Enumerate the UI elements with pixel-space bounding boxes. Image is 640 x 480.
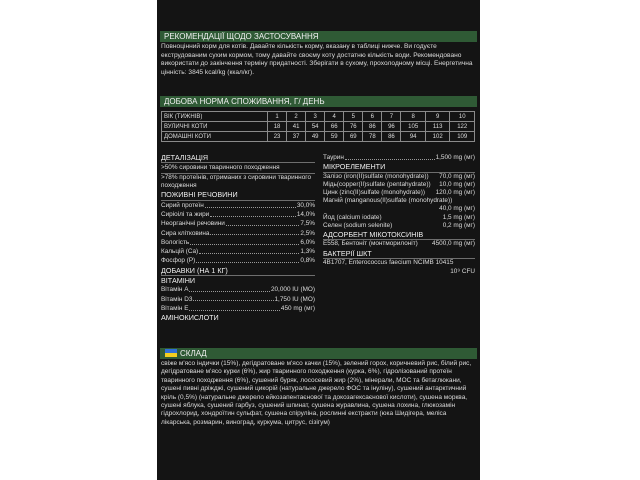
mineral-row: Залізо (iron(II)sulfate (monohydrate)) 70,0 mg (мг) [323,172,475,180]
mineral-row: Мідь(copper(II)sulfate (pentahydrate)) 10,0 mg (мг) [323,180,475,188]
nutrient-row: Сирий протеїн 30,0% [161,201,315,209]
table-cell: 10 [450,112,475,122]
table-cell: 3 [306,112,325,122]
nutrient-row: Неорганічні речовини 7,5% [161,220,315,228]
table-cell: 54 [306,122,325,132]
vitamins-heading: ВІТАМІНИ [161,276,196,286]
table-cell: 9 [425,112,450,122]
table-row [162,112,475,122]
details-line-2: >78% протеїнів, отриманих з сировини тваринного походження [161,173,311,189]
table-cell: 109 [450,132,475,142]
table-cell: 102 [425,132,450,142]
daily-norm-heading: ДОБОВА НОРМА СПОЖИВАННЯ, Г/ ДЕНЬ [160,96,477,107]
bacteria-row: 4B1707, Enterococcus faecium NCIMB 10415 10⁹ CFU [323,259,475,275]
mineral-row: Цинк (zinc(II)sulfate (monohydrate)) 120,0 mg (мг) [323,189,475,196]
nutrient-row: Сира клітковина 2,5% [161,229,315,237]
daily-norm-table [161,111,475,142]
details-column [161,153,315,323]
table-cell: 4 [325,112,344,122]
nutrition-list [161,201,315,266]
table-cell: 86 [382,132,401,142]
table-cell: 69 [344,132,363,142]
mineral-row: Магній (manganous(II)sulfate (monohydrate)) 40,0 mg (мг) [323,197,475,213]
table-cell: 59 [325,132,344,142]
table-cell: 105 [401,122,426,132]
composition-heading: СКЛАД [160,348,477,359]
nutrient-row: Кальцій (Ca) 1,3% [161,248,315,256]
bacteria-heading: БАКТЕРІЇ ШКТ [323,249,475,259]
table-row-label: ВУЛИЧНІ КОТИ [162,122,268,132]
composition-text: свіже м'ясо індички (15%), дегідратоване м'ясо качки (15%), зелений горох, коричневий рис, білий рис, дегідратоване м'ясо курки (6%), жир тваринного походження (курка, 6%), гідролізований протеїн тваринного походження (6%), сушений буряк, лососевий жир (2%), мінерали, МОС та бетаглюкани, сушені пивні дріжджі, сушений цикорій (натуральне джерело ФОС та інуліну), сушений антарктичний кріль (0,5%) (натуральне джерело ейкозапентаєнової та докозагексаєнової кислоти), сушена морква, сушені яблука, сушений гарбуз, сушений шпинат, сушена журавлина, сушена лохина, глюкозамін гідрохлорид, хондроїтин сульфат, сушена спіруліна, рослинні екстракти (юка Шидігера, меліса лікарська, розмарин, виноград, куркума, цитрус, сізігум) [161,360,472,426]
table-cell: 86 [363,122,382,132]
vitamin-row: Вітамін D3 1,750 IU (МО) [161,295,315,303]
additives-heading: ДОБАВКИ (НА 1 КГ) [161,266,315,276]
vitamin-row: Вітамін E 450 mg (мг) [161,304,315,312]
vitamin-list [161,285,315,313]
table-cell: 41 [287,122,306,132]
trace-elements-heading: МІКРОЕЛЕМЕНТИ [323,162,475,172]
adsorbent-heading: АДСОРБЕНТ МІКОТОКСИНІВ [323,230,475,240]
mineral-row: Селен (sodium selenite) 0,2 mg (мг) [323,221,475,229]
table-cell: 76 [344,122,363,132]
table-cell: 23 [268,132,287,142]
ukraine-flag-icon [165,349,177,357]
table-cell: 122 [450,122,475,132]
minerals-column [323,153,475,276]
table-cell: 18 [268,122,287,132]
table-cell: 8 [401,112,426,122]
table-cell: 49 [306,132,325,142]
nutrient-row: Вологість 6,0% [161,238,315,246]
table-row [162,132,475,142]
taurine-row: Таурин 1,500 mg (мг) [323,154,475,161]
table-cell: 37 [287,132,306,142]
mineral-row: Йод (calcium iodate) 1,5 mg (мг) [323,213,475,221]
table-row-label: ВІК (ТИЖНІВ) [162,112,268,122]
table-cell: 96 [382,122,401,132]
table-cell: 6 [363,112,382,122]
nutrient-row: Сиріоілі та жири 14,0% [161,211,315,218]
adsorbent-row: E558, Бентоніт (монтморилоніт) 4500,0 mg (мг) [323,240,475,248]
usage-heading: РЕКОМЕНДАЦІЇ ЩОДО ЗАСТОСУВАННЯ [160,31,477,42]
table-cell: 78 [363,132,382,142]
table-cell: 66 [325,122,344,132]
details-heading: ДЕТАЛІЗАЦІЯ [161,153,315,163]
table-cell: 5 [344,112,363,122]
details-line-1: >50% сировини тваринного походження [161,163,315,173]
amino-acids-heading: АМІНОКИСЛОТИ [161,313,219,323]
table-cell: 113 [425,122,450,132]
table-cell: 2 [287,112,306,122]
mineral-list [323,173,475,230]
label-panel [157,0,480,480]
table-cell: 7 [382,112,401,122]
table-cell: 94 [401,132,426,142]
nutrition-heading: ПОЖИВНІ РЕЧОВИНИ [161,190,315,200]
usage-text: Повноцінний корм для котів. Давайте кількість корму, вказану в таблиці нижче. Ви годуєте екструдованим сухим кормом, тому давайте своєму коту достатню кількість води. Рекомендовано використати до закінчення терміну придатності. Зберігати в сухому, прохолодному місці. Енергетична цінність: 3845 kcal/kg (ккал/кг). [161,43,473,76]
table-cell: 1 [268,112,287,122]
table-row-label: ДОМАШНІ КОТИ [162,132,268,142]
table-row [162,122,475,132]
nutrient-row: Фосфор (P) 0,8% [161,257,315,265]
vitamin-row: Вітамін A 20,000 IU (МО) [161,286,315,294]
